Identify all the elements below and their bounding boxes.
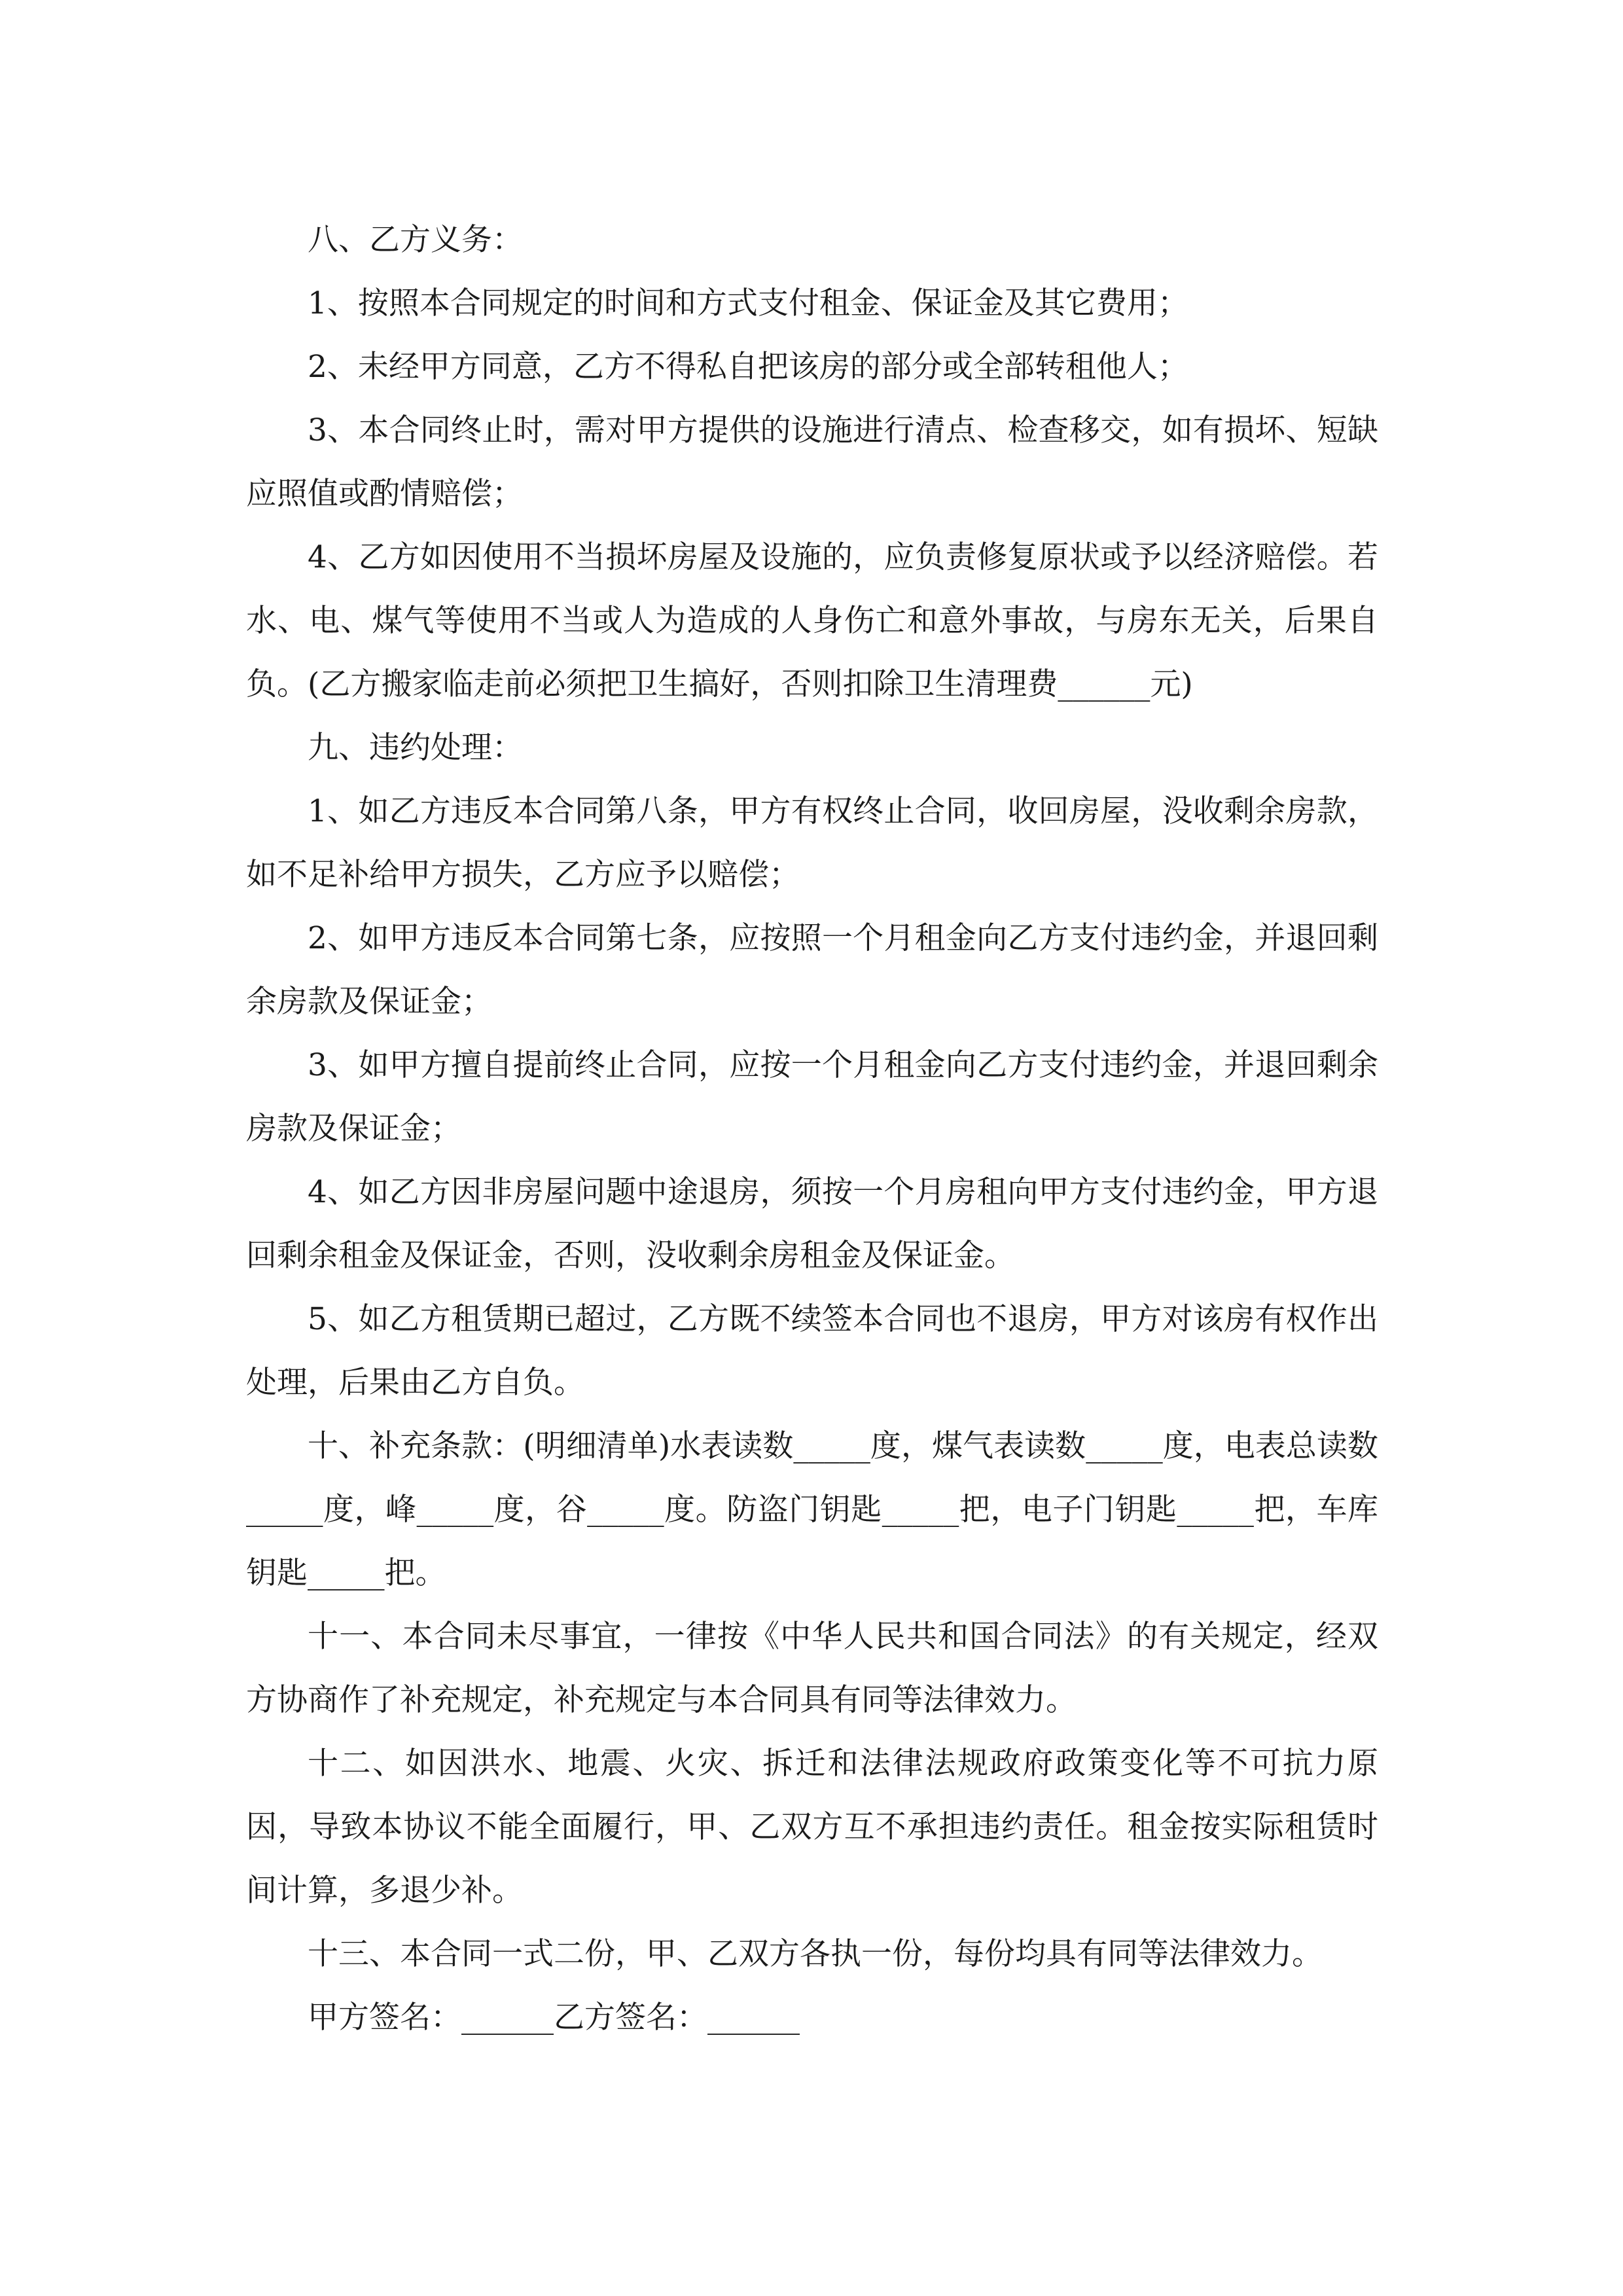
contract-body (246, 208, 1378, 2049)
clause-paragraph: 2、未经甲方同意，乙方不得私自把该房的部分或全部转租他人； (308, 349, 1188, 385)
clause-paragraph: 1、按照本合同规定的时间和方式支付租金、保证金及其它费用； (308, 285, 1188, 321)
clause-paragraph: 1、如乙方违反本合同第八条，甲方有权终止合同，收回房屋，没收剩余房款，如不足补给甲方损失，乙方应予以赔偿； (246, 793, 1378, 893)
copies-clause: 十三、本合同一式二份，甲、乙双方各执一份，每份均具有同等法律效力。 (308, 1936, 1323, 1972)
section-heading-obligations: 八、乙方义务： (308, 222, 523, 258)
clause-paragraph: 3、本合同终止时，需对甲方提供的设施进行清点、检查移交，如有损坏、短缺应照值或酌情赔偿； (246, 412, 1378, 512)
supplementary-clause: 十、补充条款：(明细清单)水表读数_____度，煤气表读数_____度，电表总读数_____度，峰_____度，谷_____度。防盗门钥匙_____把，电子门钥匙_____把，车库钥匙_____把。 (246, 1428, 1378, 1591)
clause-paragraph: 2、如甲方违反本合同第七条，应按照一个月租金向乙方支付违约金，并退回剩余房款及保证金； (246, 920, 1378, 1020)
section-heading-breach: 九、违约处理： (308, 730, 523, 766)
force-majeure-clause: 十二、如因洪水、地震、火灾、拆迁和法律法规政府政策变化等不可抗力原因，导致本协议不能全面履行，甲、乙双方互不承担违约责任。租金按实际租赁时间计算，多退少补。 (246, 1746, 1378, 1909)
clause-paragraph: 十一、本合同未尽事宜，一律按《中华人民共和国合同法》的有关规定，经双方协商作了补充规定，补充规定与本合同具有同等法律效力。 (246, 1619, 1378, 1718)
clause-paragraph: 4、如乙方因非房屋问题中途退房，须按一个月房租向甲方支付违约金，甲方退回剩余租金及保证金，否则，没收剩余房租金及保证金。 (246, 1174, 1378, 1274)
signature-line: 甲方签名：______乙方签名：______ (308, 2000, 800, 2036)
clause-paragraph: 4、乙方如因使用不当损坏房屋及设施的，应负责修复原状或予以经济赔偿。若水、电、煤气等使用不当或人为造成的人身伤亡和意外事故，与房东无关，后果自负。(乙方搬家临走前必须把卫生搞好，否则扣除卫生清理费______元) (246, 539, 1378, 702)
clause-paragraph: 5、如乙方租赁期已超过，乙方既不续签本合同也不退房，甲方对该房有权作出处理，后果由乙方自负。 (246, 1301, 1378, 1401)
clause-paragraph: 3、如甲方擅自提前终止合同，应按一个月租金向乙方支付违约金，并退回剩余房款及保证金； (246, 1047, 1378, 1147)
